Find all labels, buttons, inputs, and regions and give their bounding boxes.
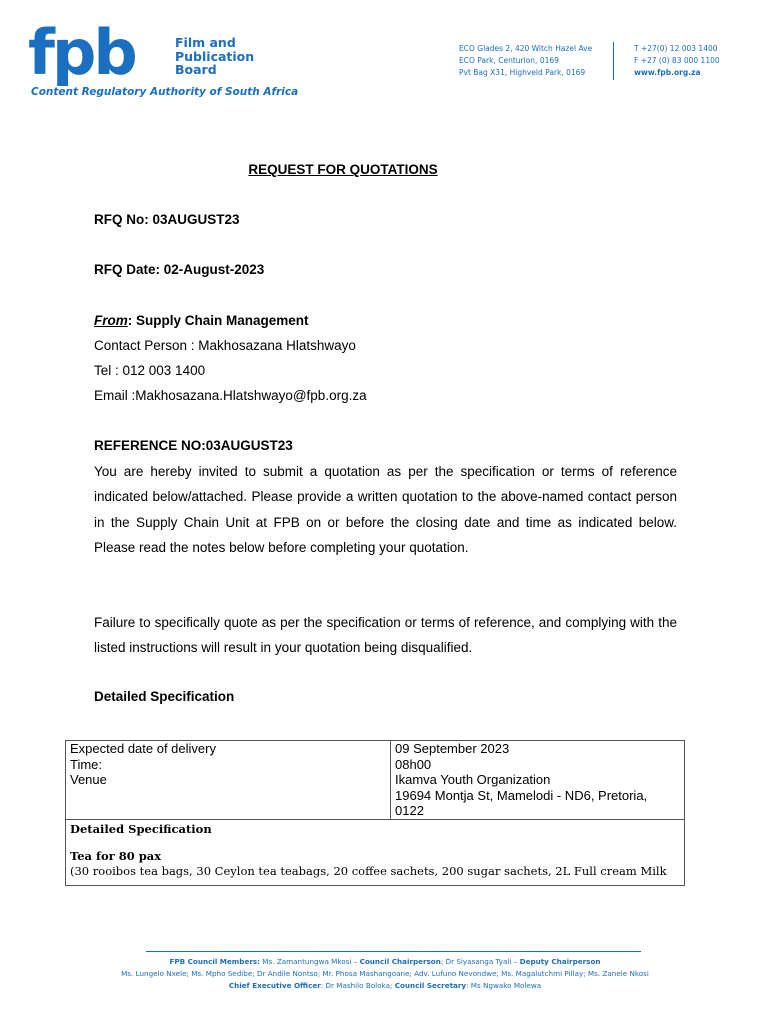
spec-heading: Detailed Specification [94,689,235,704]
contact-person: Contact Person : Makhosazana Hlatshwayo [94,338,356,353]
spec-box [66,819,685,885]
phone-line: T +27(0) 12 003 1400 [634,44,718,53]
footer-ceo-name: : Dr Mashilo Boloka; [320,981,395,990]
footer-council-line [0,957,770,966]
footer-label-deputy: Deputy Chairperson [519,957,601,966]
address-line-1: ECO Glades 2, 420 Witch Hazel Ave [459,44,593,53]
time-value: 08h00 [391,757,685,773]
header-divider [613,42,614,80]
address-block [459,43,592,79]
rfq-number: RFQ No: 03AUGUST23 [94,212,240,227]
fpb-logo-text: fpb [28,24,135,86]
footer-chair-name: Ms. Zamantungwa Mkosi – [260,957,360,966]
specification-table [65,740,685,886]
document-title: REQUEST FOR QUOTATIONS [248,162,438,177]
reference-number: REFERENCE NO:03AUGUST23 [94,438,293,453]
venue-address-2: 0122 [395,803,424,818]
venue-label: Venue [66,772,391,819]
footer-label-chair: Council Chairperson [359,957,441,966]
table-row [66,757,685,773]
invitation-paragraph: You are hereby invited to submit a quotation as per the specification or terms of reference indicated below/attached. Please provide a written quotation to the above-named contact person in the Supply Chain Unit at FPB on or before the closing date and time as indicated below. Please read the notes below before completing your quotation. [94,464,677,555]
from-value: : Supply Chain Management [127,313,309,328]
fax-line: F +27 (0) 83 000 1100 [634,56,720,65]
fpb-logo [28,24,168,86]
website-link[interactable]: www.fpb.org.za [634,68,701,77]
spec-box-title: Detailed Specification [70,821,212,836]
venue-value [391,772,685,819]
address-line-3: Pvt Bag X31, Highveld Park, 0169 [459,68,586,77]
from-line [94,313,309,328]
delivery-date-label: Expected date of delivery [66,741,391,757]
contact-block [634,43,720,79]
table-row [66,741,685,757]
tagline: Content Regulatory Authority of South Africa [31,86,299,98]
venue-address-1: 19694 Montja St, Mamelodi - ND6, Pretoria, [395,787,648,803]
from-label: From [94,313,128,328]
address-line-2: ECO Park, Centurion, 0169 [459,56,559,65]
spec-box-row [66,819,685,885]
org-name-line-3: Board [175,62,217,77]
spec-detail: (30 rooibos tea bags, 30 Ceylon tea teabags, 20 coffee sachets, 200 sugar sachets, 2L Full cream Milk [70,863,667,878]
footer-deputy-name: ; Dr Siyasanga Tyali – [440,957,520,966]
footer-label-council: FPB Council Members: [169,957,261,966]
rfq-date: RFQ Date: 02-August-2023 [94,262,265,277]
venue-name: Ikamva Youth Organization [395,772,551,787]
org-name-line-2: Publication [175,48,255,64]
org-name-line-1: Film and [175,35,236,50]
time-label: Time: [66,757,391,773]
footer-secretary-name: : Ms Ngwako Molewa [466,981,542,990]
footer-officers-line [0,981,770,990]
email[interactable]: Email :Makhosazana.Hlatshwayo@fpb.org.za [94,388,367,403]
disqualification-paragraph: Failure to specifically quote as per the specification or terms of reference, and complying with the listed instructions will result in your quotation being disqualified. [94,615,677,656]
footer-members-line: Ms. Lungelo Nxele; Ms. Mpho Sedibe; Dr Andile Nontso; Mr. Phosa Mashangoane; Adv. Lufuno Nevondwe; Ms. Magalutchmi Pillay; Ms. Zanele Nkosi [121,969,649,978]
spec-item: Tea for 80 pax [70,848,162,863]
telephone: Tel : 012 003 1400 [94,363,206,378]
footer-label-ceo: Chief Executive Officer [228,981,321,990]
table-row [66,772,685,819]
footer-rule [146,951,641,952]
footer-label-secretary: Council Secretary [394,981,467,990]
delivery-date-value: 09 September 2023 [391,741,685,757]
org-name [175,36,254,77]
